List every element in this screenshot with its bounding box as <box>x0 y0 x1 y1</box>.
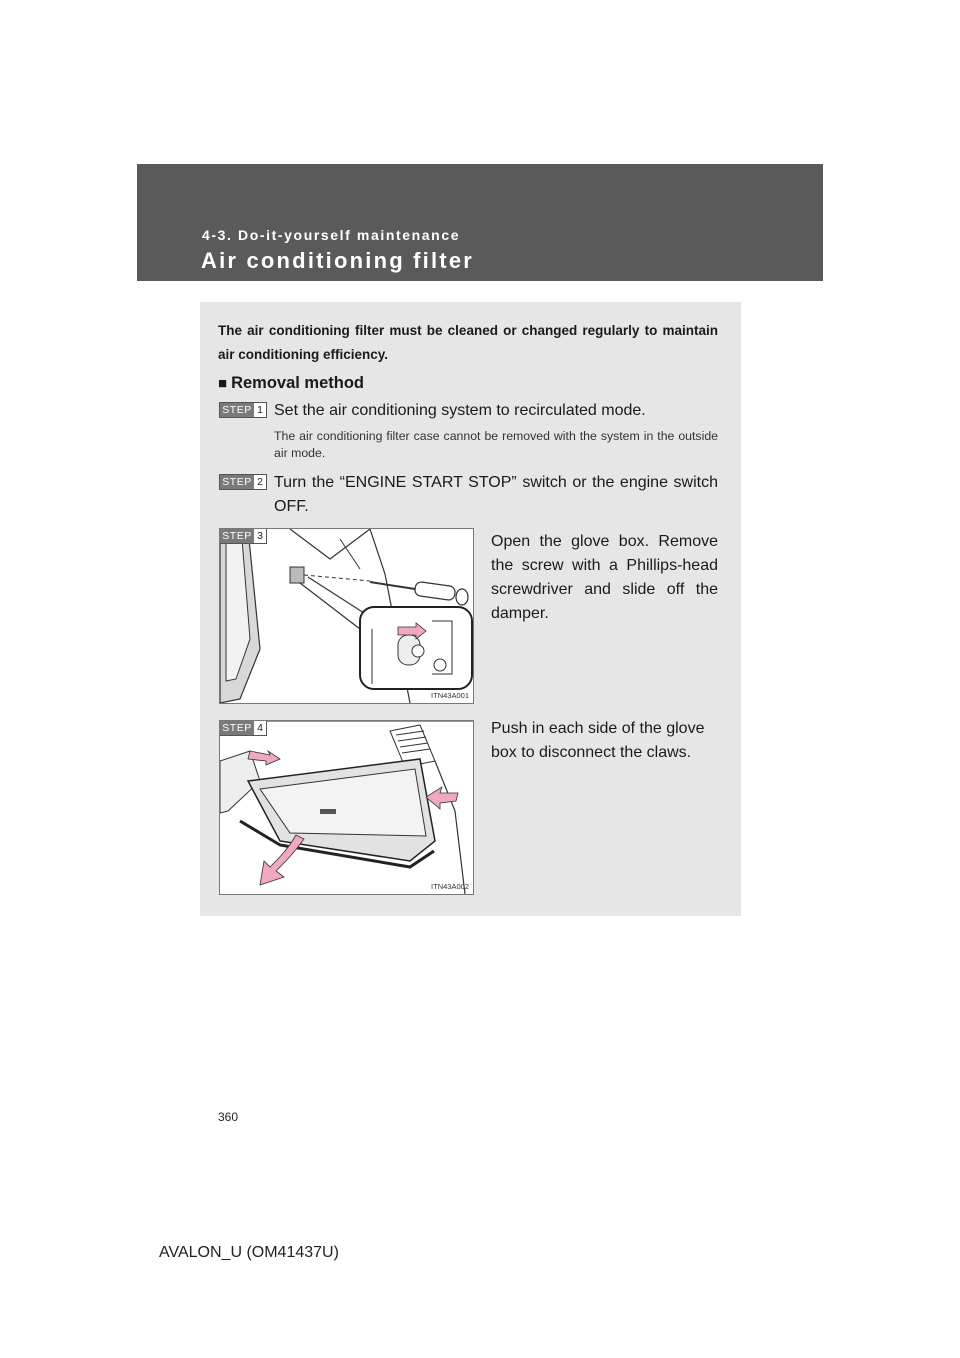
step-4-badge <box>219 720 267 736</box>
section-label: 4-3. Do-it-yourself maintenance <box>202 227 461 243</box>
glove-box-claws-illustration <box>220 721 473 894</box>
step-badge-word: STEP <box>220 475 254 489</box>
step-badge-word: STEP <box>220 529 254 543</box>
step-2-badge <box>219 474 267 490</box>
step-1-note: The air conditioning filter case cannot be removed with the system in the outside air mode. <box>274 429 718 460</box>
step-badge-word: STEP <box>220 403 254 417</box>
step-4-text: Push in each side of the glove box to disconnect the claws. <box>491 720 705 761</box>
page-title: Air conditioning filter <box>201 248 475 273</box>
step-3-badge <box>219 528 267 544</box>
step-badge-number: 2 <box>257 476 263 488</box>
step-4-figure <box>219 720 474 895</box>
step-1-text: Set the air conditioning system to recirculated mode. <box>274 402 646 419</box>
figure-code: ITN43A001 <box>431 691 469 700</box>
intro-text: The air conditioning filter must be cleaned or changed regularly to maintain air conditioning efficiency. <box>218 323 718 362</box>
step-badge-word: STEP <box>220 721 254 735</box>
glove-box-screw-illustration <box>220 529 473 703</box>
footer-model-code: AVALON_U (OM41437U) <box>159 1244 339 1261</box>
figure-code: ITN43A002 <box>431 882 469 891</box>
step-badge-number: 1 <box>257 404 263 416</box>
removal-heading <box>218 374 364 393</box>
step-3-figure <box>219 528 474 704</box>
step-3-text: Open the glove box. Remove the screw with a Phillips-head screwdriver and slide off the damper. <box>491 533 718 622</box>
page-number: 360 <box>218 1110 239 1124</box>
step-badge-number: 4 <box>257 722 263 734</box>
step-2-text: Turn the “ENGINE START STOP” switch or the engine switch OFF. <box>274 474 718 515</box>
square-bullet-icon: ■ <box>218 375 228 392</box>
step-badge-number: 3 <box>257 530 263 542</box>
removal-heading-label: Removal method <box>231 374 365 392</box>
step-1-badge <box>219 402 267 418</box>
